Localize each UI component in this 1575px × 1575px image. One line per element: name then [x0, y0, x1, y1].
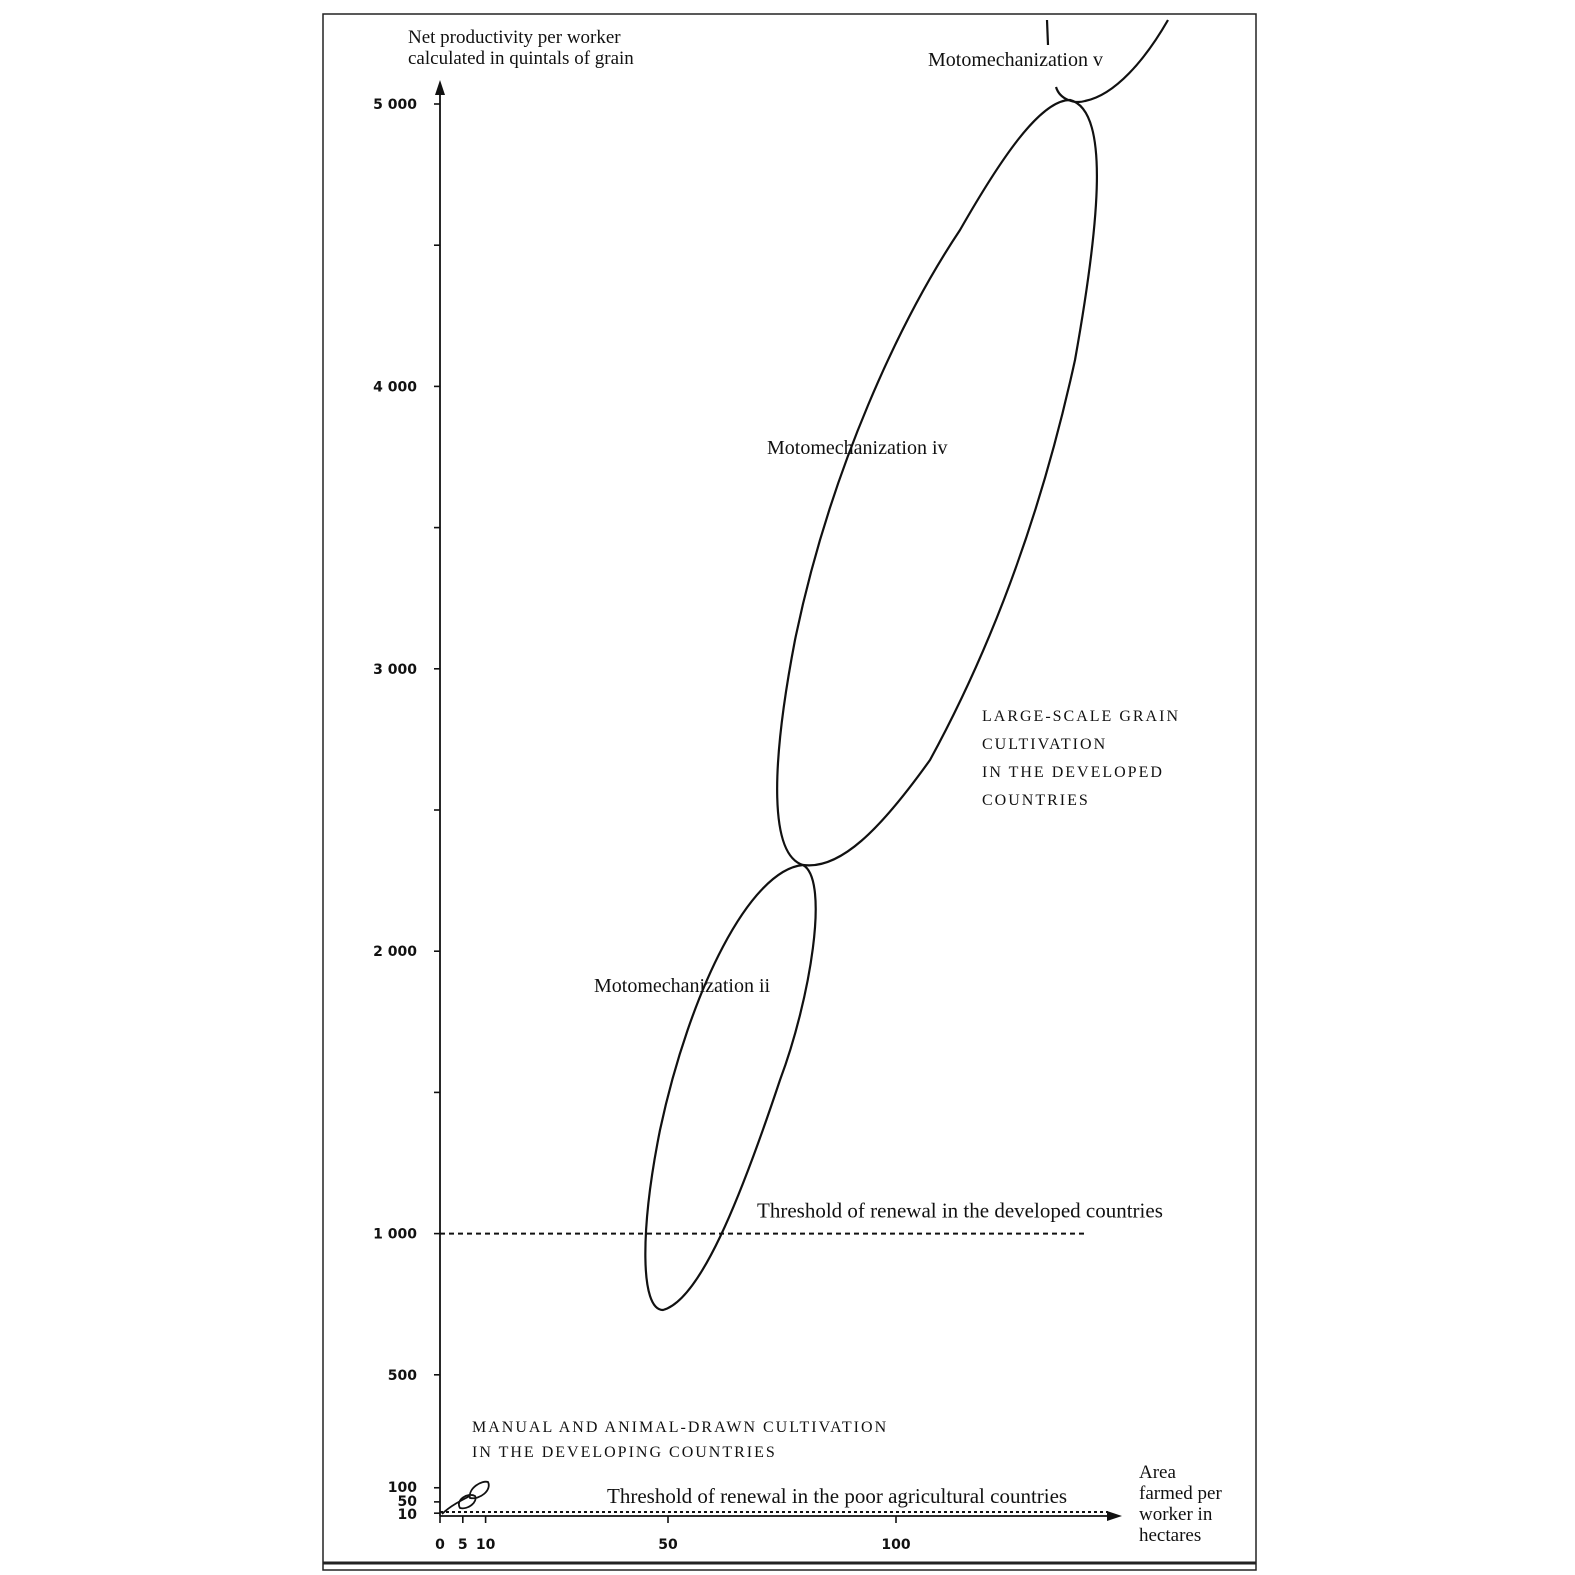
zone-label-motomechanization-v: Motomechanization v	[928, 49, 1103, 71]
region-label-line: IN THE DEVELOPED	[982, 764, 1164, 781]
y-tick-label: 50	[397, 1494, 417, 1510]
region-label-line: MANUAL AND ANIMAL-DRAWN CULTIVATION	[472, 1419, 889, 1436]
zone-label-motomechanization-ii: Motomechanization ii	[594, 975, 771, 997]
y-tick-label: 2 000	[373, 944, 417, 961]
y-axis-label	[408, 27, 634, 69]
region-label-line: CULTIVATION	[982, 736, 1108, 753]
region-label-line: IN THE DEVELOPING COUNTRIES	[472, 1444, 777, 1461]
x-axis-label-line: farmed per	[1139, 1483, 1222, 1504]
x-axis-arrow	[1107, 1511, 1122, 1521]
y-axis-arrow	[435, 80, 445, 95]
x-axis-label-line: Area	[1139, 1462, 1176, 1483]
region-label-line: LARGE-SCALE GRAIN	[982, 708, 1180, 725]
y-tick-label: 500	[387, 1367, 417, 1384]
threshold-poor-label: Threshold of renewal in the poor agricultural countries	[607, 1484, 1068, 1508]
x-tick-label: 5	[457, 1537, 468, 1553]
threshold-developed-label: Threshold of renewal in the developed countries	[757, 1198, 1163, 1223]
region-label-developing	[472, 1419, 894, 1461]
y-tick-label: 100	[387, 1480, 417, 1496]
y-tick-label: 1 000	[373, 1226, 417, 1243]
x-tick-label: 10	[475, 1537, 496, 1553]
y-tick-label: 4 000	[373, 379, 417, 396]
y-tick-label: 10	[397, 1507, 417, 1523]
threshold-lines	[440, 1199, 1163, 1512]
figure-border	[323, 14, 1256, 1570]
region-label-developed	[982, 708, 1186, 809]
x-axis-label-line: hectares	[1139, 1525, 1202, 1546]
y-ticks	[373, 97, 440, 1523]
x-tick-label: 50	[658, 1537, 678, 1553]
y-tick-label: 3 000	[373, 661, 417, 678]
y-axis-label-line: Net productivity per worker	[408, 27, 621, 48]
x-axis-label-line: worker in	[1139, 1504, 1213, 1525]
zone-manual-small-loops	[442, 1482, 489, 1514]
x-ticks	[435, 1516, 911, 1553]
x-tick-label: 100	[881, 1537, 911, 1553]
y-axis-label-line: calculated in quintals of grain	[408, 48, 634, 69]
zone-motomechanization-ii-loop	[645, 865, 815, 1310]
x-tick-label: 0	[435, 1537, 445, 1553]
x-axis-label	[1139, 1462, 1227, 1546]
region-label-line: COUNTRIES	[982, 792, 1090, 809]
zone-label-motomechanization-iv: Motomechanization iv	[767, 437, 948, 459]
y-tick-label: 5 000	[373, 97, 417, 113]
